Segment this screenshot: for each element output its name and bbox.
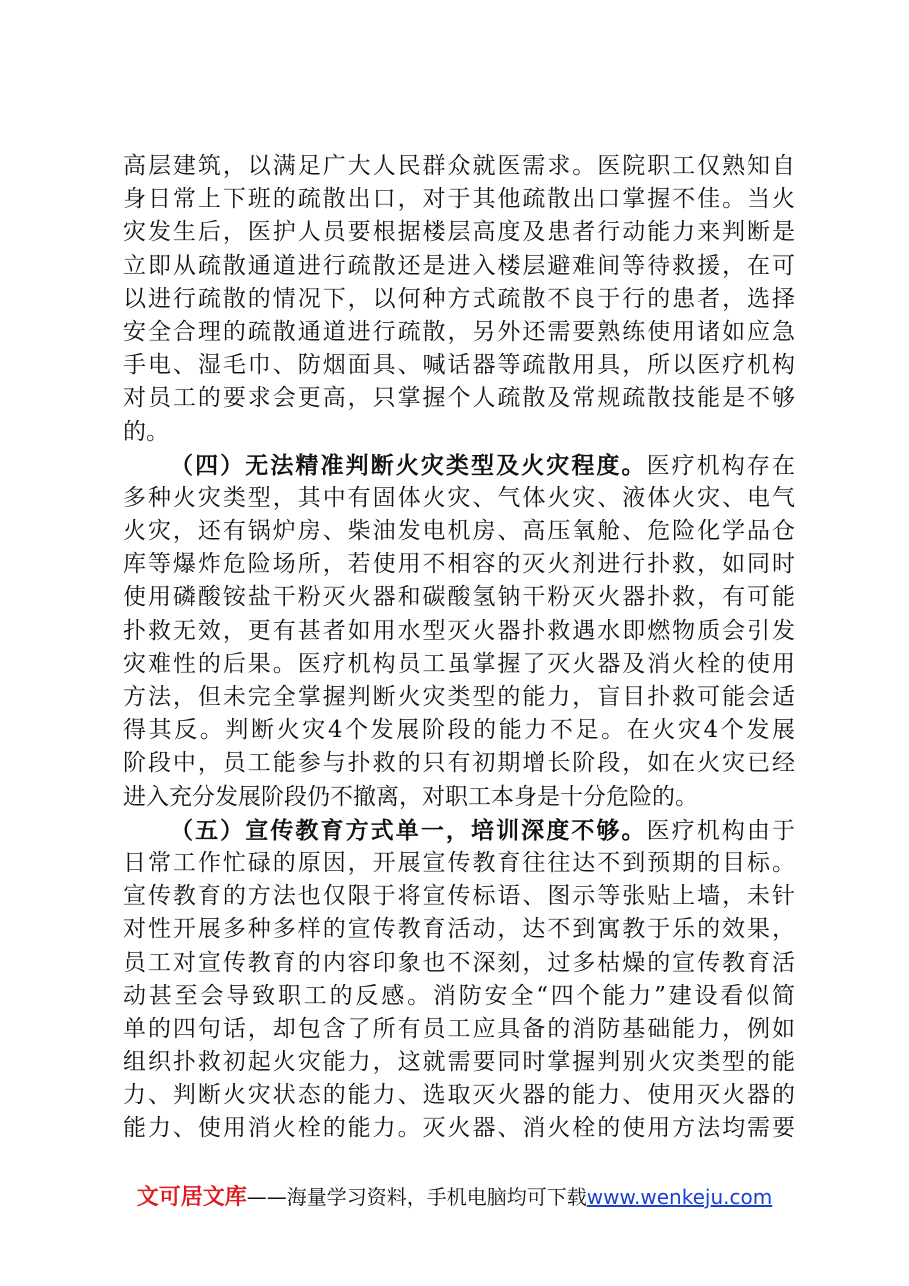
paragraph-line: 手电、湿毛巾、防烟面具、喊话器等疏散用具，所以医疗机构 (123, 352, 795, 379)
footer-brand: 文可居文库 (136, 1185, 247, 1210)
paragraph-line: 以进行疏散的情况下，以何种方式疏散不良于行的患者，选择 (123, 285, 795, 312)
paragraph-line: 组织扑救初起火灾能力，这就需要同时掌握判别火灾类型的能 (123, 1049, 795, 1076)
paragraph-line: 对员工的要求会更高，只掌握个人疏散及常规疏散技能是不够 (123, 385, 795, 412)
paragraph-line: 身日常上下班的疏散出口，对于其他疏散出口掌握不佳。当火 (123, 186, 795, 213)
paragraph-line: 进入充分发展阶段仍不撤离，对职工本身是十分危险的。 (123, 783, 698, 810)
paragraph-line: 使用磷酸铵盐干粉灭火器和碳酸氢钠干粉灭火器扑救，有可能 (123, 584, 795, 611)
paragraph-line: 火灾，还有锅炉房、柴油发电机房、高压氧舱、危险化学品仓 (123, 518, 795, 545)
paragraph-line: 灾发生后，医护人员要根据楼层高度及患者行动能力来判断是 (123, 219, 795, 246)
footer-website-link[interactable]: www.wenkeju.com (586, 1185, 773, 1209)
paragraph-line: 得其反。判断火灾4个发展阶段的能力不足。在火灾4个发展 (123, 717, 795, 744)
paragraph-line: 阶段中，员工能参与扑救的只有初期增长阶段，如在火灾已经 (123, 750, 795, 777)
section-4-first-tail: 医疗机构存在 (646, 452, 796, 479)
paragraph-line: 方法，但未完全掌握判断火灾类型的能力，盲目扑救可能会适 (123, 684, 795, 710)
paragraph-line: 宣传教育的方法也仅限于将宣传标语、图示等张贴上墙，未针 (123, 883, 795, 910)
paragraph-line: 员工对宣传教育的内容印象也不深刻，过多枯燥的宣传教育活 (123, 949, 795, 976)
paragraph-line: 安全合理的疏散通道进行疏散，另外还需要熟练使用诸如应急 (123, 318, 795, 345)
paragraph-line: 日常工作忙碌的原因，开展宣传教育往往达不到预期的目标。 (123, 849, 795, 876)
paragraph-line: 力、判断火灾状态的能力、选取灭火器的能力、使用灭火器的 (123, 1082, 795, 1109)
paragraph-line: 对性开展多种多样的宣传教育活动，达不到寓教于乐的效果， (123, 916, 795, 943)
section-4-heading: （四）无法精准判断火灾类型及火灾程度。 (170, 451, 647, 479)
paragraph-line: 单的四句话，却包含了所有员工应具备的消防基础能力，例如 (123, 1015, 795, 1042)
paragraph-line: 扑救无效，更有甚者如用水型灭火器扑救遇水即燃物质会引发 (123, 617, 795, 644)
footer-banner (0, 1182, 909, 1213)
paragraph-line: 灾难性的后果。医疗机构员工虽掌握了灭火器及消火栓的使用 (123, 650, 795, 677)
section-5-first-tail: 医疗机构由于 (646, 817, 796, 844)
footer-tagline: ——海量学习资料，手机电脑均可下载 (246, 1185, 587, 1209)
paragraph-line: 动甚至会导致职工的反感。消防安全“四个能力”建设看似简 (123, 982, 795, 1009)
paragraph-line: 能力、使用消火栓的能力。灭火器、消火栓的使用方法均需要 (123, 1115, 795, 1142)
section-4-first-line (123, 449, 795, 482)
section-5-first-line (123, 814, 795, 847)
paragraph-line: 立即从疏散通道进行疏散还是进入楼层避难间等待救援，在可 (123, 252, 795, 279)
paragraph-line: 的。 (123, 418, 169, 445)
paragraph-line: 多种火灾类型，其中有固体火灾、气体火灾、液体火灾、电气 (123, 484, 795, 511)
section-5-heading: （五）宣传教育方式单一，培训深度不够。 (170, 816, 647, 844)
document-body (123, 150, 795, 1146)
paragraph-line: 库等爆炸危险场所，若使用不相容的灭火剂进行扑救，如同时 (123, 551, 795, 578)
paragraph-line: 高层建筑，以满足广大人民群众就医需求。医院职工仅熟知自 (123, 153, 795, 179)
